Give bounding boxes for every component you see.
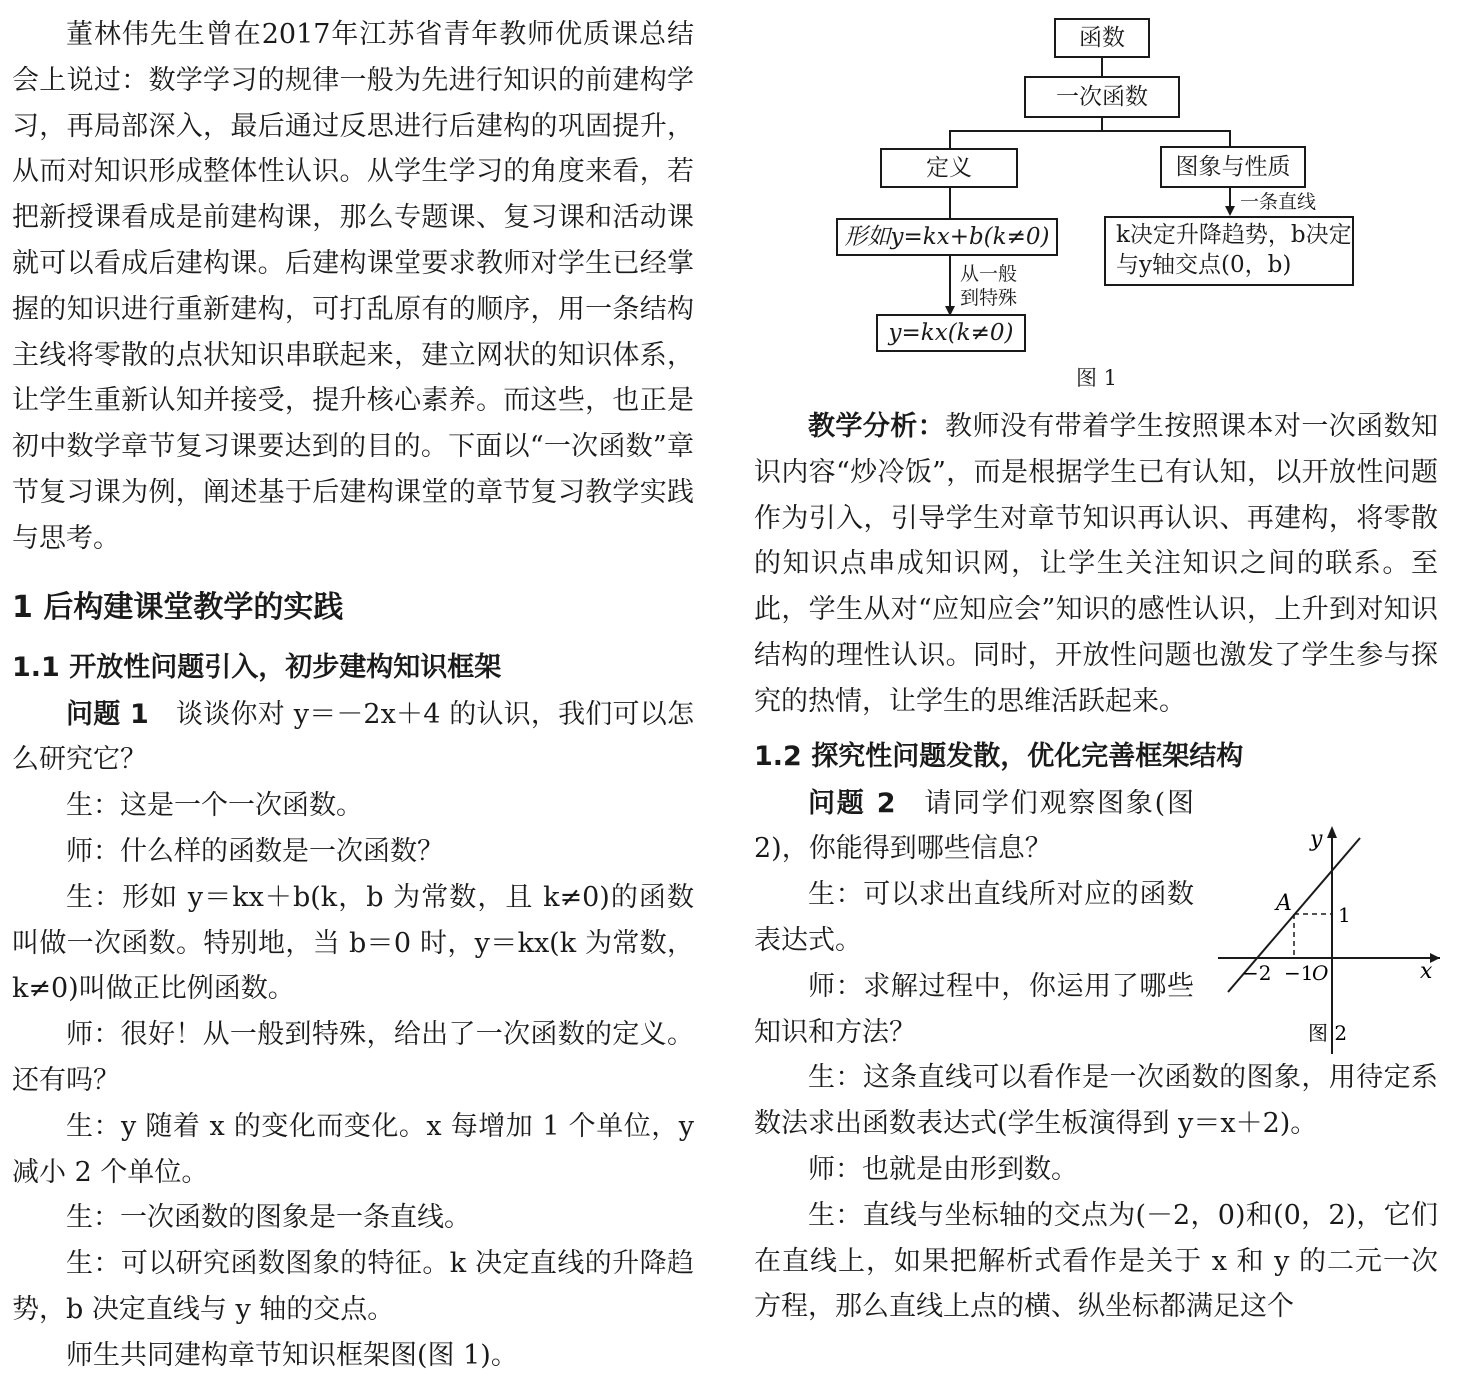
dialogue-line: 生：可以求出直线所对应的函数表达式。 xyxy=(754,879,1194,956)
dialogue-line: 生：形如 y＝kx＋b(k，b 为常数，且 k≠0)的函数叫做一次函数。特别地，当 b＝0 时，y＝kx(k 为常数，k≠0)叫做正比例函数。 xyxy=(12,881,694,1005)
figure-2-graph xyxy=(1214,822,1444,1054)
y-axis-arrow xyxy=(1327,826,1337,838)
subsection-heading-1-2: 1.2 探究性问题发散，优化完善框架结构 xyxy=(754,740,1244,772)
dialogue-line: 生：y 随着 x 的变化而变化。x 每增加 1 个单位，y 减小 2 个单位。 xyxy=(12,1110,694,1188)
question-2 xyxy=(754,781,1194,873)
graph-svg xyxy=(1214,822,1444,1054)
x-tick-neg1: −1 xyxy=(1284,961,1314,985)
y-axis-label: y xyxy=(1310,827,1323,852)
dialogue-line: 生：可以研究函数图象的特征。k 决定直线的升降趋势，b 决定直线与 y 轴的交点。 xyxy=(12,1248,694,1325)
question-2-label: 问题 2 xyxy=(808,787,896,819)
figure-1-caption: 图 1 xyxy=(1076,366,1118,390)
dialogue-line: 师：很好！从一般到特殊，给出了一次函数的定义。还有吗？ xyxy=(12,1019,694,1096)
figure-2-caption: 图 2 xyxy=(1308,1021,1348,1045)
dialogue-line: 师：什么样的函数是一次函数？ xyxy=(66,835,444,867)
arrow-note-line1: 从一般 xyxy=(960,263,1018,285)
question-2-text: 请同学们观察图象(图 2)，你能得到哪些信息？ xyxy=(754,787,1194,865)
node-direct-proportion: y=kx(k≠0) xyxy=(876,314,1026,352)
node-definition: 定义 xyxy=(880,148,1018,188)
node-general-form: 形如y=kx+b(k≠0) xyxy=(836,218,1058,256)
section-heading-1: 1 后构建课堂教学的实践 xyxy=(12,589,344,625)
right-arrow-note: 一条直线 xyxy=(1240,191,1317,213)
point-a-label: A xyxy=(1276,891,1292,916)
origin-label: O xyxy=(1312,961,1329,985)
teaching-analysis xyxy=(754,404,1438,725)
x-tick-neg2: −2 xyxy=(1242,961,1272,985)
k-b-line-2: 与y轴交点(0，b) xyxy=(1116,252,1292,278)
subsection-heading-1-1: 1.1 开放性问题引入，初步建构知识框架 xyxy=(12,651,502,683)
dialogue-line: 师生共同建构章节知识框架图(图 1)。 xyxy=(66,1339,518,1371)
right-column xyxy=(754,0,1438,1330)
node-function: 函数 xyxy=(1054,18,1150,58)
dialogue-line: 生：直线与坐标轴的交点为(－2，0)和(0，2)，它们在直线上，如果把解析式看作是关于 x 和 y 的二元一次方程，那么直线上点的横、纵坐标都满足这个 xyxy=(754,1199,1438,1323)
x-axis-label: x xyxy=(1420,959,1433,984)
analysis-label: 教学分析： xyxy=(808,411,946,442)
question-1 xyxy=(12,692,694,784)
intro-paragraph: 董林伟先生曾在2017年江苏省青年教师优质课总结会上说过：数学学习的规律一般为先进行知识的前建构学习，再局部深入，最后通过反思进行后建构的巩固提升，从而对知识形成整体性认识。从学生学习的角度来看，若把新授课看成是前建构课，那么专题课、复习课和活动课就可以看成后建构课。后建构课堂要求教师对学生已经掌握的知识进行重新建构，可打乱原有的顺序，用一条结构主线将零散的点状知识串联起来，建立网状的知识体系，让学生重新认知并接受，提升核心素养。而这些，也正是初中数学章节复习课要达到的目的。下面以“一次函数”章节复习课为例，阐述基于后建构课堂的章节复习教学实践与思考。 xyxy=(12,19,694,554)
dialogue-line: 生：这条直线可以看作是一次函数的图象，用待定系数法求出函数表达式(学生板演得到 y＝x＋2)。 xyxy=(754,1062,1438,1140)
k-b-line-1: k决定升降趋势，b决定 xyxy=(1116,222,1352,248)
left-column xyxy=(12,0,694,1379)
question-1-label: 问题 1 xyxy=(66,698,149,730)
arrow-note-line2: 到特殊 xyxy=(960,287,1018,309)
y-tick-1: 1 xyxy=(1338,903,1351,927)
dialogue-line: 师：求解过程中，你运用了哪些知识和方法？ xyxy=(754,970,1194,1048)
node-linear-function: 一次函数 xyxy=(1024,76,1180,118)
dialogue-line: 师：也就是由形到数。 xyxy=(808,1153,1078,1185)
question-1-text: 谈谈你对 y＝－2x＋4 的认识，我们可以怎么研究它？ xyxy=(12,698,694,776)
analysis-text: 教师没有带着学生按照课本对一次函数知识内容“炒冷饭”，而是根据学生已有认知，以开放性问题作为引入，引导学生对章节知识再认识、再建构，将零散的知识点串成知识网，让学生关注知识之间的联系。至此，学生从对“应知应会”知识的感性认识，上升到对知识结构的理性认识。同时，开放性问题也激发了学生参与探究的热情，让学生的思维活跃起来。 xyxy=(754,411,1439,717)
dialogue-line: 生：一次函数的图象是一条直线。 xyxy=(66,1202,471,1234)
dialogue-line: 生：这是一个一次函数。 xyxy=(66,790,363,822)
node-graph-properties: 图象与性质 xyxy=(1160,146,1306,188)
